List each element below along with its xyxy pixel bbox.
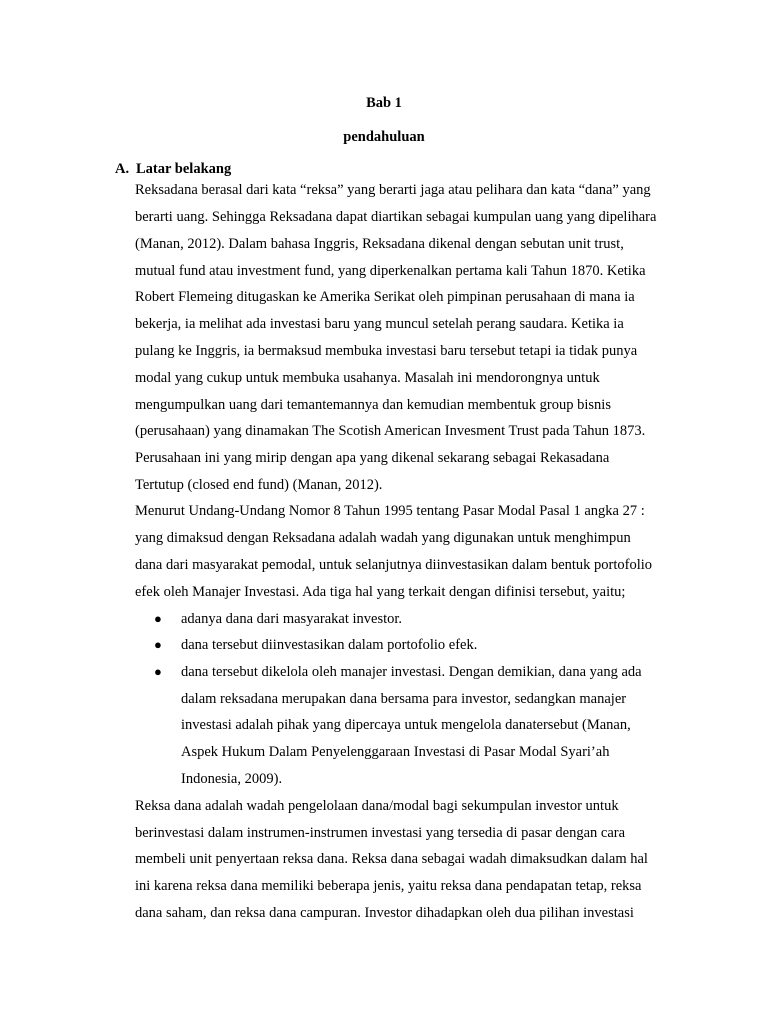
paragraph-line: Tertutup (closed end fund) (Manan, 2012).	[135, 477, 383, 493]
list-item: dana tersebut diinvestasikan dalam portofolio efek.	[181, 637, 478, 653]
paragraph-line: berinvestasi dalam instrumen-instrumen investasi yang tersedia di pasar dengan cara	[135, 825, 626, 841]
section-heading	[115, 160, 231, 178]
list-item: adanya dana dari masyarakat investor.	[181, 611, 403, 627]
paragraph-line: dana saham, dan reksa dana campuran. Investor dihadapkan oleh dua pilihan investasi	[135, 905, 634, 921]
list-item-line: dalam reksadana merupakan dana bersama para investor, sedangkan manajer	[181, 691, 627, 707]
paragraph-line: ini karena reksa dana memiliki beberapa jenis, yaitu reksa dana pendapatan tetap, reksa	[135, 878, 642, 894]
paragraph-line: Perusahaan ini yang mirip dengan apa yang dikenal sekarang sebagai Rekasadana	[135, 450, 610, 466]
paragraph-line: Reksadana berasal dari kata “reksa” yang berarti jaga atau pelihara dan kata “dana” yang	[135, 182, 651, 198]
paragraph-line: membeli unit penyertaan reksa dana. Reksa dana sebagai wadah dimaksudkan dalam hal	[135, 851, 648, 867]
paragraph-line: Robert Flemeing ditugaskan ke Amerika Serikat oleh pimpinan perusahaan di mana ia	[135, 289, 635, 305]
paragraph-line: mutual fund atau investment fund, yang diperkenalkan pertama kali Tahun 1870. Ketika	[135, 263, 646, 279]
paragraph-line: Reksa dana adalah wadah pengelolaan dana/modal bagi sekumpulan investor untuk	[135, 798, 619, 814]
paragraph-line: pulang ke Inggris, ia bermaksud membuka investasi baru tersebut tetapi ia tidak punya	[135, 343, 638, 359]
chapter-number: Bab 1	[366, 95, 402, 111]
bullet-icon: ●	[154, 664, 162, 679]
paragraph-line: efek oleh Manajer Investasi. Ada tiga hal yang terkait dengan difinisi tersebut, yaitu;	[135, 584, 626, 600]
bullet-icon: ●	[154, 637, 162, 652]
chapter-title: pendahuluan	[343, 129, 425, 145]
list-item-line: investasi adalah pihak yang dipercaya untuk mengelola danatersebut (Manan,	[181, 717, 631, 733]
list-item: dana tersebut dikelola oleh manajer investasi. Dengan demikian, dana yang ada	[181, 664, 642, 680]
list-item-line: Indonesia, 2009).	[181, 771, 283, 787]
paragraph-line: dana dari masyarakat pemodal, untuk selanjutnya diinvestasikan dalam bentuk portofolio	[135, 557, 653, 573]
paragraph-line: bekerja, ia melihat ada investasi baru yang muncul setelah perang saudara. Ketika ia	[135, 316, 624, 332]
paragraph-line: yang dimaksud dengan Reksadana adalah wadah yang digunakan untuk menghimpun	[135, 530, 631, 546]
paragraph-line: modal yang cukup untuk membuka usahanya. Masalah ini mendorongnya untuk	[135, 370, 600, 386]
paragraph-line: (perusahaan) yang dinamakan The Scotish American Invesment Trust pada Tahun 1873.	[135, 423, 646, 439]
paragraph-line: (Manan, 2012). Dalam bahasa Inggris, Reksadana dikenal dengan sebutan unit trust,	[135, 236, 624, 252]
paragraph-line: Menurut Undang-Undang Nomor 8 Tahun 1995 tentang Pasar Modal Pasal 1 angka 27 :	[135, 503, 645, 519]
paragraph-line: mengumpulkan uang dari temantemannya dan kemudian membentuk group bisnis	[135, 397, 611, 413]
bullet-icon: ●	[154, 611, 162, 626]
list-item-line: Aspek Hukum Dalam Penyelenggaraan Investasi di Pasar Modal Syari’ah	[181, 744, 610, 760]
paragraph-line: berarti uang. Sehingga Reksadana dapat diartikan sebagai kumpulan uang yang dipelihara	[135, 209, 657, 225]
section-letter: A.	[115, 161, 130, 177]
section-title: Latar belakang	[136, 161, 232, 177]
